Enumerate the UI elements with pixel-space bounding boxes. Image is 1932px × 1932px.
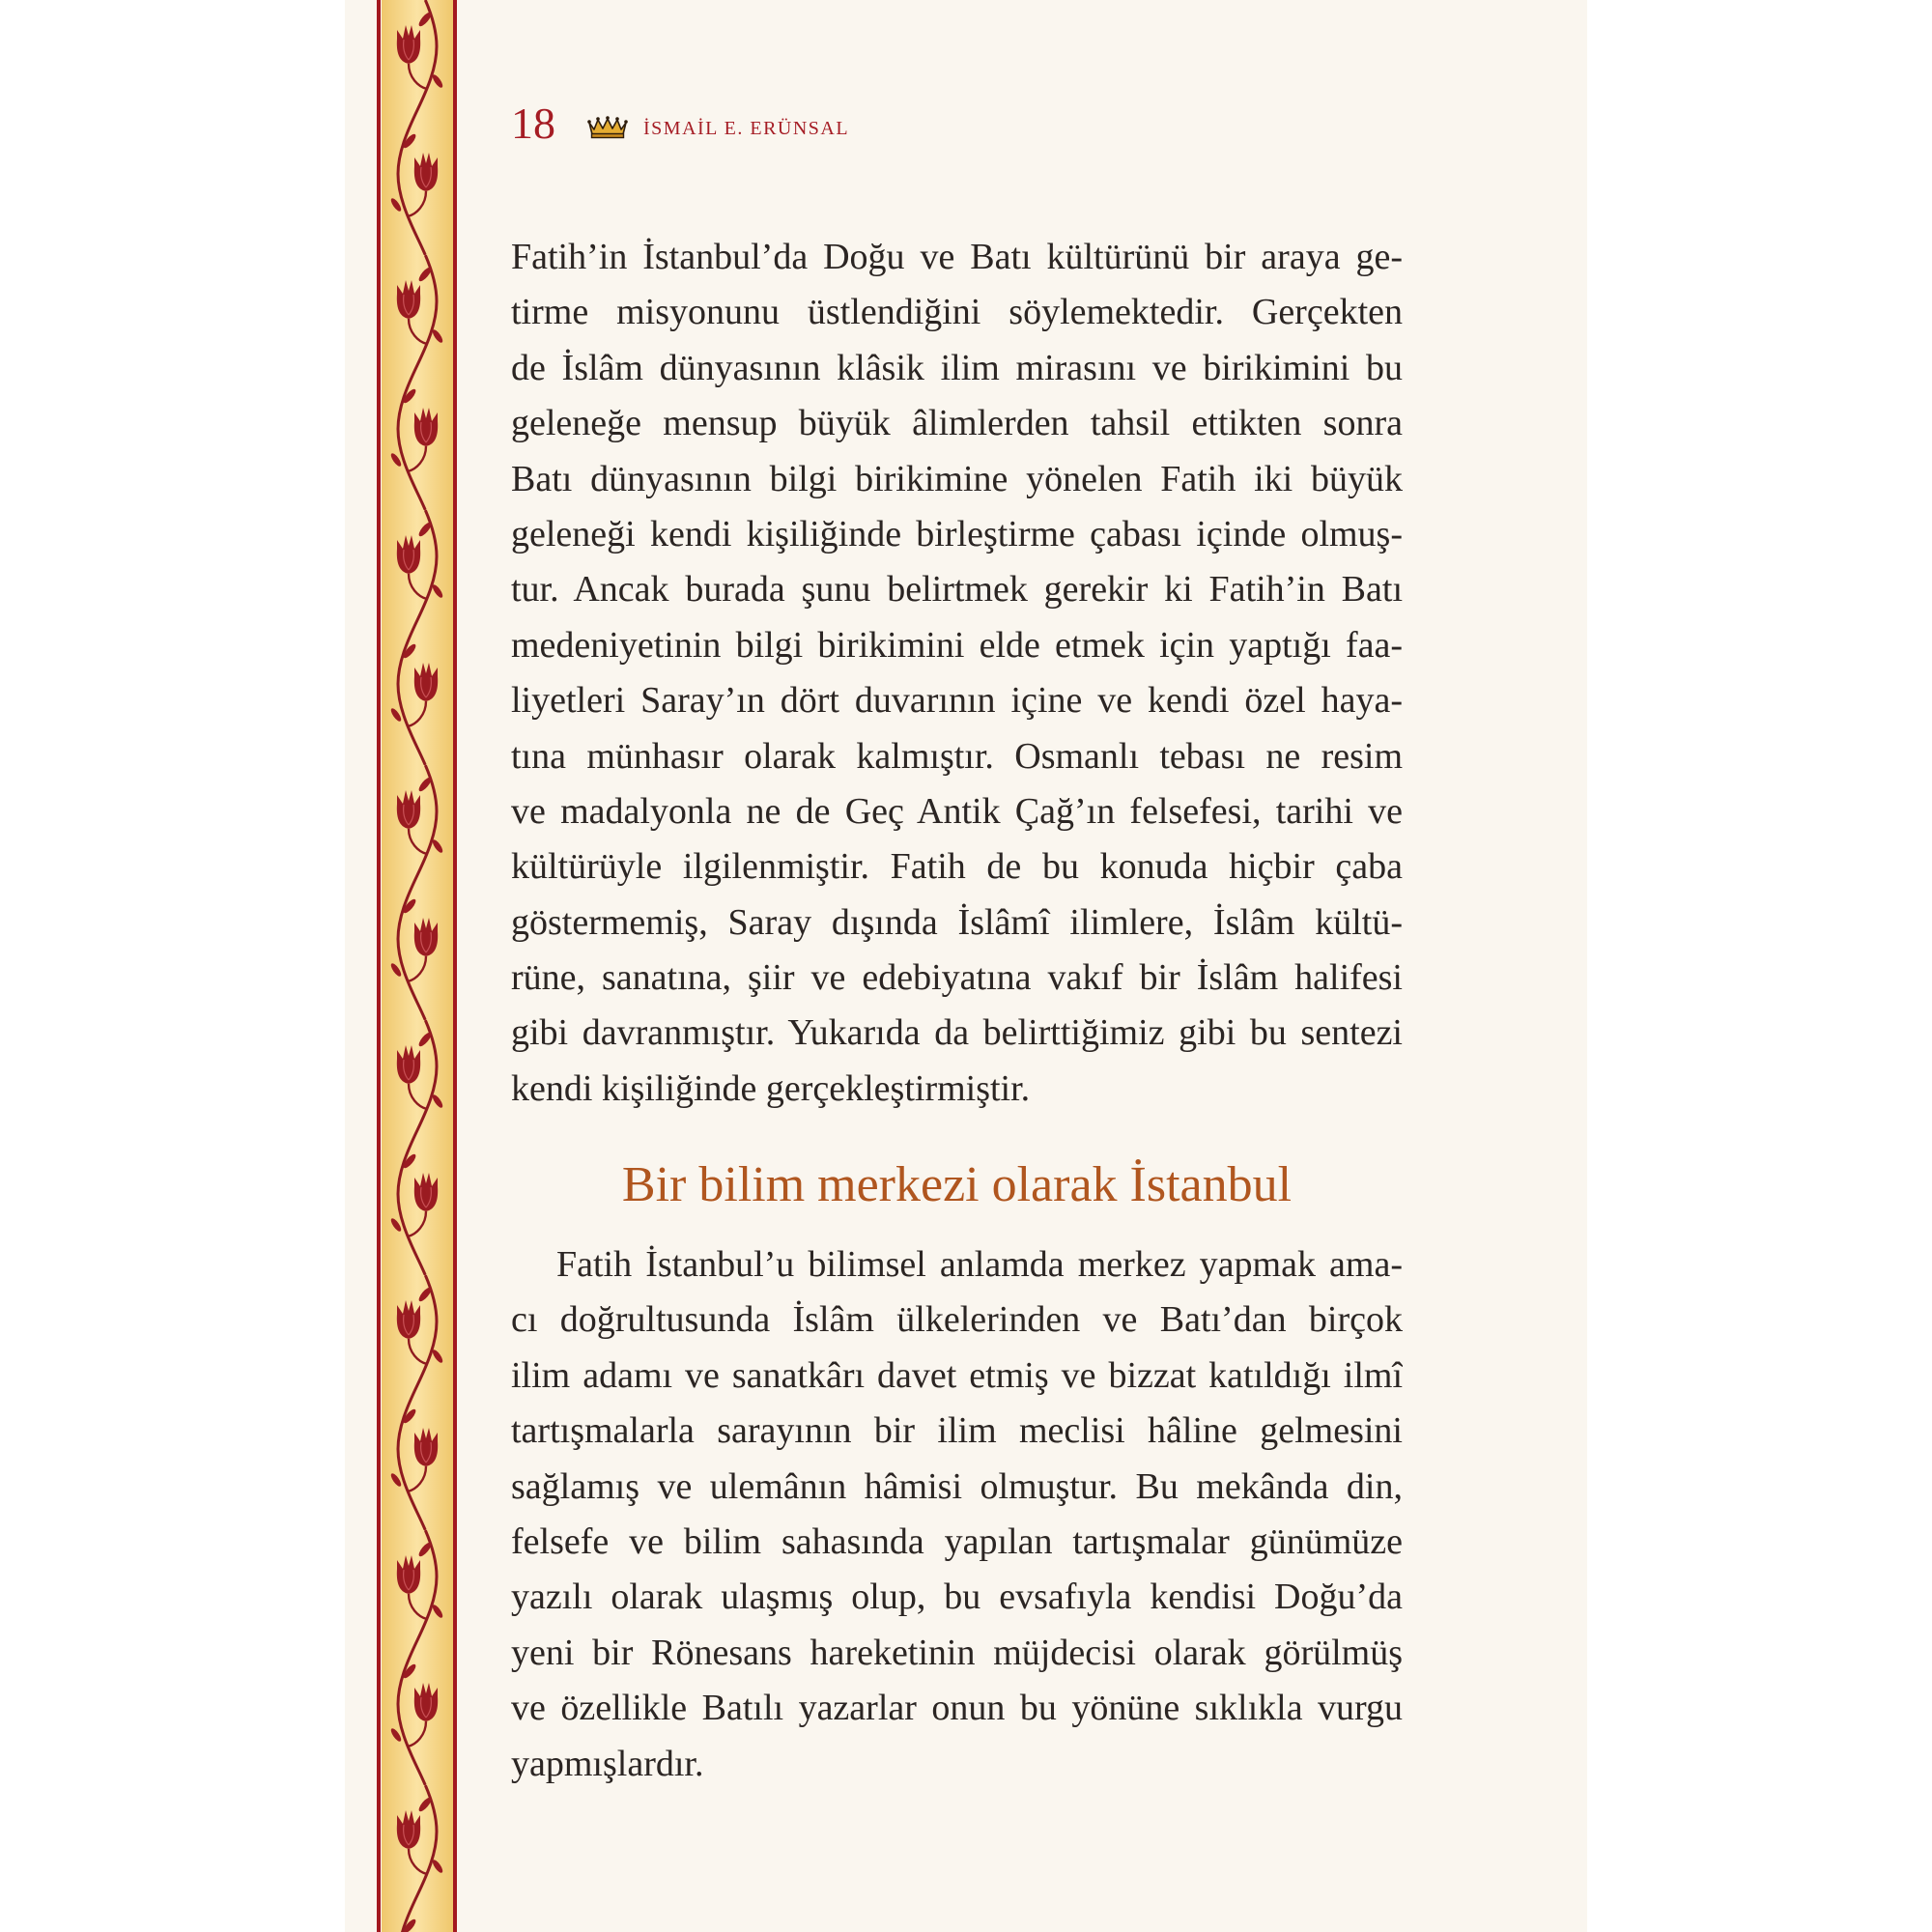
paragraph-1 [511, 230, 1403, 1117]
text-line: Fatih İstanbul’u bilimsel anlamda merkez yapmak ama- [556, 1244, 1403, 1285]
text-line: göstermemiş, Saray dışında İslâmî ilimlere, İslâm kültü- [511, 901, 1403, 943]
text-line: yazılı olarak ulaşmış olup, bu evsafıyla kendisi Doğu’da [511, 1577, 1403, 1618]
text-line: sağlamış ve ulemânın hâmisi olmuştur. Bu mekânda din, [511, 1465, 1403, 1507]
text-line: kültürüyle ilgilenmiştir. Fatih de bu konuda hiçbir çaba [511, 846, 1403, 888]
text-line: geleneğe mensup büyük âlimlerden tahsil ettikten sonra [511, 403, 1403, 444]
text-line: Fatih’in İstanbul’da Doğu ve Batı kültürünü bir araya ge- [511, 237, 1403, 277]
page-number: 18 [511, 99, 555, 148]
text-line: gibi davranmıştır. Yukarıda da belirttiğimiz gibi bu sentezi [511, 1012, 1403, 1054]
text-line: yeni bir Rönesans hareketinin müjdecisi olarak görülmüş [511, 1632, 1403, 1673]
text-line: ve madalyonla ne de Geç Antik Çağ’ın felsefesi, tarihi ve [511, 790, 1403, 832]
text-line: Batı dünyasının bilgi birikimine yönelen Fatih iki büyük [511, 458, 1403, 499]
text-line: ilim adamı ve sanatkârı davet etmiş ve bizzat katıldığı ilmî [511, 1354, 1403, 1396]
text-line: geleneği kendi kişiliğinde birleştirme çabası içinde olmuş- [511, 513, 1403, 554]
tulip-vine-pattern [382, 0, 453, 1932]
text-line: felsefe ve bilim sahasında yapılan tartışmalar günümüze [511, 1520, 1403, 1562]
text-line: rüne, sanatına, şiir ve edebiyatına vakıf bir İslâm halifesi [511, 957, 1403, 999]
text-line: cı doğrultusunda İslâm ülkelerinden ve Batı’dan birçok [511, 1299, 1403, 1341]
paragraph-2 [511, 1237, 1403, 1792]
text-line: yapmışlardır. [511, 1743, 704, 1784]
text-line: tartışmalarla sarayının bir ilim meclisi hâline gelmesini [511, 1410, 1403, 1452]
running-head-author: İSMAİL E. ERÜNSAL [643, 118, 850, 139]
text-line: kendi kişiliğinde gerçekleştirmiştir. [511, 1067, 1031, 1109]
tulip-border-ornament [375, 0, 462, 1932]
text-line: tına münhasır olarak kalmıştır. Osmanlı tebası ne resim [511, 735, 1403, 777]
border-line-outer [377, 0, 381, 1932]
text-line: liyetleri Saray’ın dört duvarının içine ve kendi özel haya- [511, 680, 1403, 722]
text-line: ve özellikle Batılı yazarlar onun bu yönüne sıklıkla vurgu [511, 1688, 1403, 1729]
text-line: tur. Ancak burada şunu belirtmek gerekir ki Fatih’in Batı [511, 569, 1403, 611]
book-page [345, 0, 1587, 1932]
crown-icon [585, 116, 630, 139]
text-line: medeniyetinin bilgi birikimini elde etmek için yaptığı faa- [511, 624, 1403, 666]
section-heading: Bir bilim merkezi olarak İstanbul [621, 1157, 1293, 1212]
text-line: tirme misyonunu üstlendiğini söylemektedir. Gerçekten [511, 292, 1403, 333]
border-line-inner [453, 0, 457, 1932]
text-line: de İslâm dünyasının klâsik ilim mirasını ve birikimini bu [511, 347, 1403, 388]
